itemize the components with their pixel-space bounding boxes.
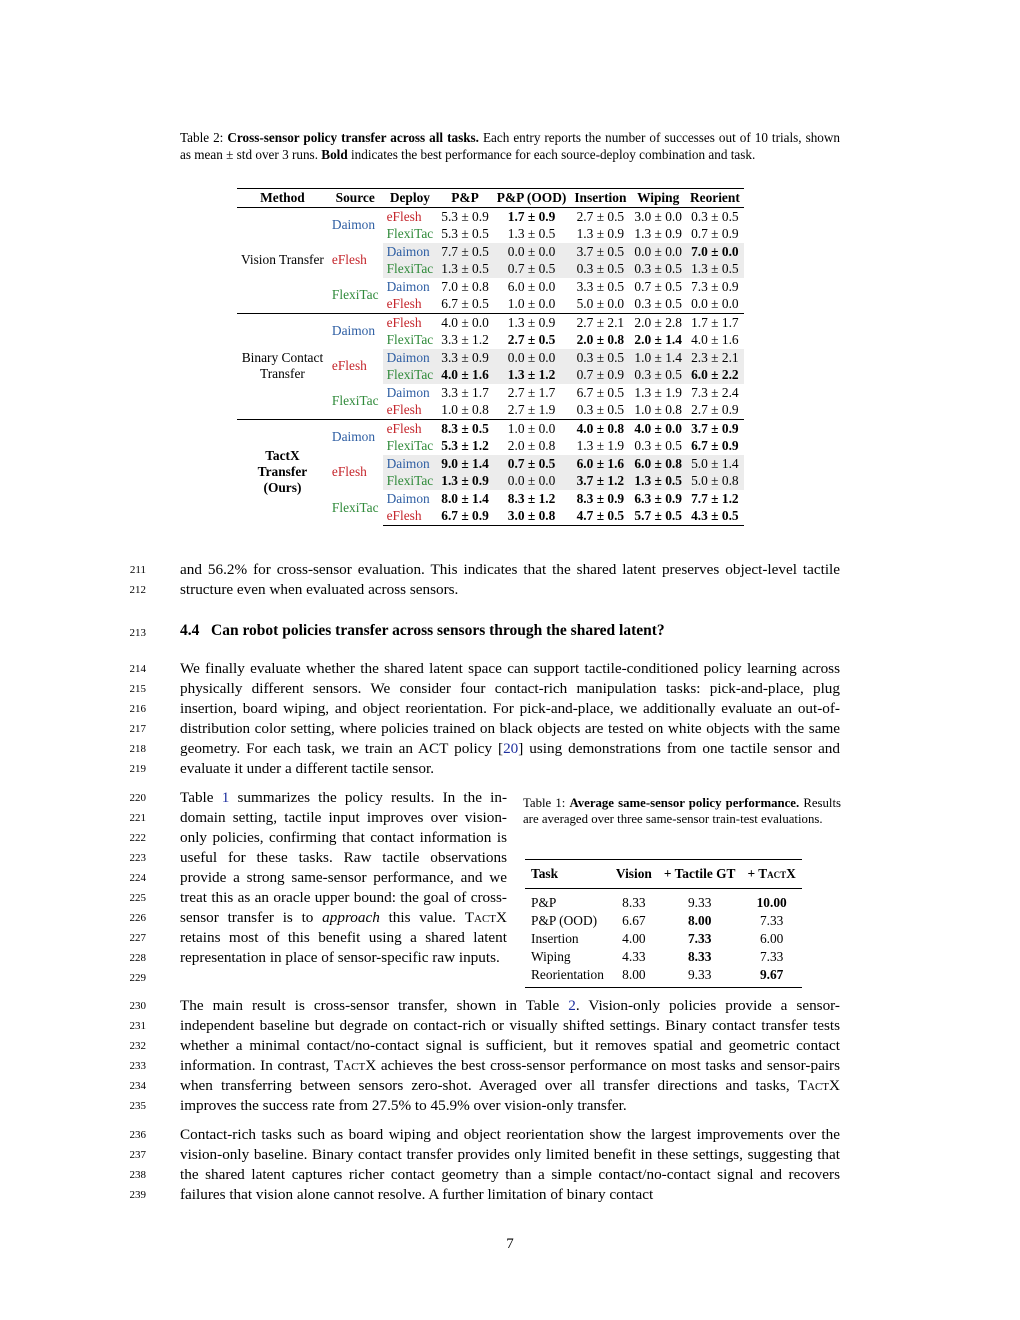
deploy-cell: FlexiTac (383, 260, 438, 278)
table-cell: 6.67 (622, 913, 646, 928)
line-number: 218 (129, 743, 146, 755)
source-cell: Daimon (331, 217, 376, 233)
table-cell: 3.7 ± 0.5 (570, 243, 630, 261)
deploy-cell: eFlesh (386, 402, 422, 417)
table-cell: 7.0 ± 0.8 (441, 278, 489, 294)
table2-caption-text-2: indicates the best performance for each source-deploy combination and task. (350, 146, 756, 162)
line-number: 230 (129, 1000, 146, 1012)
table-cell: 5.3 ± 0.5 (441, 226, 489, 241)
table-cell: 7.33 (759, 949, 784, 964)
table-cell: 8.33 (687, 949, 712, 964)
col-header: Source (328, 189, 383, 208)
table-cell: 4.7 ± 0.5 (570, 507, 630, 525)
table-cell: 8.00 (610, 966, 658, 988)
source-cell: FlexiTac (331, 499, 379, 515)
table-cell: 4.3 ± 0.5 (686, 507, 744, 525)
table-cell: 1.3 ± 1.9 (634, 384, 682, 400)
deploy-cell: Daimon (383, 349, 438, 367)
line-number: 221 (129, 812, 146, 824)
section-heading (180, 622, 665, 640)
table-cell: 9.33 (687, 895, 712, 910)
table-ref-link[interactable]: 1 (221, 789, 230, 806)
paragraph-4: The main result is cross-sensor transfer, shown in Table 2. Vision-only policies provide a sensor-independent baseline but degrade on contact-rich or visually shifted settings. Binary contact transfer tests whether a minimal contact/no-contact signal is sufficient, but it removes spatial and geometric contact information. In contrast, TactX achieves the best cross-sensor performance on most tasks and sensor-pairs when transferring between sensors zero-shot. Averaged over all transfer directions and tasks, TactX improves the success rate from 27.5% to 45.9% over vision-only transfer. (180, 997, 841, 1114)
deploy-cell: eFlesh (383, 507, 438, 525)
deploy-cell: FlexiTac (386, 332, 434, 347)
table-cell: 8.00 (687, 913, 712, 928)
deploy-cell: FlexiTac (386, 438, 434, 453)
table-cell: 2.7 ± 1.7 (507, 384, 556, 400)
table-cell: 6.0 ± 0.0 (507, 278, 556, 294)
line-number: 233 (129, 1060, 146, 1072)
paragraph-1: and 56.2% for cross-sensor evaluation. This indicates that the shared latent preserves object-level tactile structure even when evaluated across sensors. (180, 561, 840, 598)
table-cell: P&P (531, 895, 557, 910)
table-cell: 2.7 ± 0.9 (691, 402, 739, 417)
line-number: 232 (129, 1040, 146, 1052)
page-number: 7 (506, 1236, 514, 1252)
table-cell: 6.0 ± 2.2 (686, 366, 744, 384)
line-number: 212 (129, 584, 146, 596)
table-cell: 2.7 ± 2.1 (570, 313, 630, 331)
citation-link[interactable]: 20 (503, 740, 519, 757)
line-number: 226 (129, 912, 146, 924)
source-cell: Daimon (328, 419, 383, 455)
table-cell: 0.3 ± 0.5 (630, 366, 686, 384)
table-cell: 1.0 ± 0.0 (507, 296, 556, 311)
table-cell: 5.3 ± 0.9 (441, 208, 489, 224)
table-cell: 0.7 ± 0.5 (493, 260, 571, 278)
table-cell: 7.33 (687, 931, 712, 946)
deploy-cell: Daimon (386, 278, 430, 294)
line-number: 239 (129, 1189, 146, 1201)
table-cell: 6.00 (759, 931, 784, 946)
deploy-cell: FlexiTac (383, 366, 438, 384)
tactx-name: TactX (464, 909, 507, 926)
table-cell: 6.7 ± 0.9 (691, 438, 739, 453)
table-cell: 1.3 ± 0.5 (686, 260, 744, 278)
table-cell: 0.3 ± 0.5 (576, 402, 625, 417)
table-cell: 0.0 ± 0.0 (493, 472, 571, 490)
line-number: 215 (129, 683, 146, 695)
source-cell: FlexiTac (331, 393, 379, 409)
table-cell: 4.0 ± 0.8 (570, 419, 630, 437)
table-cell: 5.7 ± 0.5 (630, 507, 686, 525)
table-cell: 6.0 ± 1.6 (570, 455, 630, 473)
table2-caption-title: Cross-sensor policy transfer across all tasks. (227, 130, 479, 145)
table-cell: Reorientation (525, 966, 610, 988)
table-cell: 5.0 ± 0.8 (686, 472, 744, 490)
line-number: 237 (129, 1149, 146, 1161)
table-cell: 1.3 ± 0.9 (634, 226, 682, 241)
table-cell: 1.0 ± 1.4 (630, 349, 686, 367)
source-cell: eFlesh (331, 464, 367, 480)
paragraph-3: Table 1 summarizes the policy results. In the in-domain setting, tactile input improves over vision-only policies, confirming that contact information is useful for these tasks. Raw tactile observations provide a strong same-sensor performance, and we treat this as an oracle upper bound: the goal of cross-sensor transfer is to approach this value. TactX retains most of this benefit using a shared latent representation in place of sensor-specific raw inputs. (180, 789, 507, 966)
deploy-cell: FlexiTac (386, 226, 434, 241)
tactx-name: TactX (334, 1057, 377, 1074)
table-cell: 8.33 (622, 895, 646, 910)
table-ref-link[interactable]: 2 (568, 997, 576, 1014)
deploy-cell: Daimon (386, 490, 430, 506)
table-cell: 6.3 ± 0.9 (634, 490, 682, 506)
table-cell: 4.0 ± 0.0 (437, 313, 493, 331)
col-header: + Tactile GT (658, 860, 742, 889)
table1 (525, 859, 802, 988)
table-cell: 1.7 ± 1.7 (686, 313, 744, 331)
table-cell: 5.3 ± 1.2 (441, 438, 489, 453)
table-cell: 0.3 ± 0.5 (630, 260, 686, 278)
table-cell: 1.7 ± 0.9 (507, 208, 556, 224)
table-cell: 3.3 ± 1.7 (441, 384, 489, 400)
source-cell: FlexiTac (331, 287, 379, 303)
table-cell: 7.0 ± 0.0 (686, 243, 744, 261)
col-header: P&P (OOD) (493, 189, 571, 208)
table-cell: 2.7 ± 0.5 (507, 332, 556, 347)
table-cell: 5.0 ± 0.0 (576, 296, 625, 311)
table2-caption (180, 130, 840, 163)
table-cell: 1.3 ± 0.5 (630, 472, 686, 490)
table-cell: 9.0 ± 1.4 (437, 455, 493, 473)
table-cell: 3.3 ± 0.9 (437, 349, 493, 367)
col-header: + TactX (741, 860, 801, 889)
line-number: 227 (129, 932, 146, 944)
table-cell: 7.7 ± 0.5 (437, 243, 493, 261)
line-number: 235 (129, 1100, 146, 1112)
table-cell: 1.3 ± 0.9 (437, 472, 493, 490)
source-cell: eFlesh (331, 358, 367, 374)
line-number: 219 (129, 763, 146, 775)
paragraph-2: We finally evaluate whether the shared latent space can support tactile-conditioned policy learning across physically different sensors. We consider four contact-rich manipulation tasks: pick-and-place, plug insertion, board wiping, and object reorientation. For pick-and-place, we additionally evaluate an out-of-distribution color setting, where policies trained on black objects are tested on white objects with the same geometry. For each task, we train an ACT policy [20] using demonstrations from one tactile sensor and evaluate it under a different tactile sensor. (180, 660, 840, 777)
deploy-cell: Daimon (383, 243, 438, 261)
table-cell: 1.3 ± 0.9 (576, 226, 625, 241)
table2-caption-bold: Bold (321, 146, 348, 162)
table-cell: 0.0 ± 0.0 (630, 243, 686, 261)
table2-caption-text: Each entry reports the number of successes out of 10 trials, shown as mean ± std over 3 runs. (180, 130, 841, 162)
paragraph-5: Contact-rich tasks such as board wiping and object reorientation show the largest improvements over the vision-only baseline. Binary contact transfer provides only limited benefit in these settings, suggesting that the shared latent captures richer contact geometry than a simple contact/no-contact signal and recovers failures that vision alone cannot resolve. A further limitation of binary contact (180, 1126, 840, 1203)
line-number: 217 (129, 723, 146, 735)
table-cell: 3.3 ± 1.2 (441, 332, 489, 347)
table-cell: 8.3 ± 0.5 (437, 419, 493, 437)
table-cell: 5.0 ± 1.4 (686, 455, 744, 473)
section-number: 4.4 (180, 622, 200, 639)
table-cell: 0.3 ± 0.5 (691, 208, 739, 224)
table-cell: 1.3 ± 1.9 (576, 438, 625, 453)
table-cell: 1.3 ± 0.9 (493, 313, 571, 331)
source-cell: eFlesh (331, 252, 367, 268)
table-cell: 7.3 ± 2.4 (691, 384, 739, 400)
table-cell: 7.33 (759, 913, 784, 928)
table-cell: 3.7 ± 0.9 (686, 419, 744, 437)
table-cell: 1.3 ± 0.5 (507, 226, 556, 241)
deploy-cell: FlexiTac (383, 472, 438, 490)
table-cell: 2.7 ± 1.9 (507, 402, 556, 417)
table-cell: 2.0 ± 2.8 (630, 313, 686, 331)
table-cell: 3.3 ± 0.5 (576, 278, 625, 294)
table-cell: 1.0 ± 0.0 (493, 419, 571, 437)
table-cell: 10.00 (756, 895, 787, 910)
table-cell: 1.0 ± 0.8 (441, 402, 489, 417)
tactx-name: TactX (797, 1077, 840, 1094)
table-cell: 1.0 ± 0.8 (634, 402, 682, 417)
source-cell: Daimon (328, 313, 383, 349)
table-cell: 0.3 ± 0.5 (570, 260, 630, 278)
table-cell: 2.7 ± 0.5 (576, 208, 625, 224)
line-number: 220 (129, 792, 146, 804)
table-cell: 0.0 ± 0.0 (493, 243, 571, 261)
table-cell: 0.7 ± 0.5 (493, 455, 571, 473)
table-cell: 0.3 ± 0.5 (570, 349, 630, 367)
table-cell: 6.7 ± 0.9 (437, 507, 493, 525)
deploy-cell: eFlesh (383, 419, 438, 437)
line-number: 225 (129, 892, 146, 904)
table-cell: 0.7 ± 0.9 (570, 366, 630, 384)
table-cell: 4.0 ± 1.6 (437, 366, 493, 384)
col-header: Method (237, 189, 328, 208)
table-cell: 6.7 ± 0.5 (576, 384, 625, 400)
table-cell: 7.7 ± 1.2 (691, 490, 739, 506)
line-number: 213 (129, 627, 146, 639)
table-cell: Wiping (531, 949, 571, 964)
table-cell: 6.0 ± 0.8 (630, 455, 686, 473)
table-cell: 0.7 ± 0.9 (691, 226, 739, 241)
col-header: Insertion (570, 189, 630, 208)
line-number: 236 (129, 1129, 146, 1141)
line-number: 231 (129, 1020, 146, 1032)
table-cell: 4.00 (622, 931, 646, 946)
line-number: 222 (129, 832, 146, 844)
table-cell: 4.0 ± 1.6 (691, 332, 739, 347)
line-number: 234 (129, 1080, 146, 1092)
table-cell: 3.7 ± 1.2 (570, 472, 630, 490)
table-cell: 0.0 ± 0.0 (493, 349, 571, 367)
line-number: 238 (129, 1169, 146, 1181)
table-cell: 7.3 ± 0.9 (691, 278, 739, 294)
table2 (237, 188, 744, 526)
col-header: Deploy (383, 189, 438, 208)
table-cell: 3.0 ± 0.8 (493, 507, 571, 525)
col-header: Reorient (686, 189, 744, 208)
table-cell: 1.3 ± 0.5 (437, 260, 493, 278)
line-number: 214 (129, 663, 146, 675)
method-tactx: TactX Transfer (Ours) (237, 419, 328, 525)
line-number: 211 (129, 564, 146, 576)
table-cell: 3.0 ± 0.0 (634, 208, 682, 224)
table-cell: 9.67 (741, 966, 801, 988)
line-number: 228 (129, 952, 146, 964)
line-number: 223 (129, 852, 146, 864)
table-cell: 0.7 ± 0.5 (634, 278, 682, 294)
table-cell: 8.3 ± 1.2 (507, 490, 556, 506)
table-cell: 8.3 ± 0.9 (576, 490, 625, 506)
col-header: Wiping (630, 189, 686, 208)
deploy-cell: Daimon (383, 455, 438, 473)
table-cell: 6.7 ± 0.5 (441, 296, 489, 311)
line-number: 229 (129, 972, 146, 984)
table-cell: 0.3 ± 0.5 (634, 438, 682, 453)
table2-caption-label: Table 2: (180, 130, 224, 145)
table-cell: 2.0 ± 0.8 (576, 332, 625, 347)
table1-caption: Table 1: Average same-sensor policy performance. Results are averaged over three same-sensor train-test evaluations. (523, 796, 842, 827)
table-cell: 8.0 ± 1.4 (441, 490, 489, 506)
deploy-cell: eFlesh (386, 208, 422, 224)
table-cell: P&P (OOD) (531, 913, 598, 928)
method-binary: Binary Contact Transfer (237, 313, 328, 419)
table-cell: 2.0 ± 0.8 (507, 438, 556, 453)
table-cell: Insertion (531, 931, 579, 946)
col-header: Task (525, 860, 610, 889)
table-cell: 2.0 ± 1.4 (634, 332, 682, 347)
section-title: Can robot policies transfer across sensors through the shared latent? (211, 622, 665, 639)
table-cell: 1.3 ± 1.2 (493, 366, 571, 384)
col-header: Vision (610, 860, 658, 889)
table-cell: 9.33 (658, 966, 742, 988)
line-number: 216 (129, 703, 146, 715)
col-header: P&P (437, 189, 493, 208)
deploy-cell: eFlesh (383, 313, 438, 331)
table-cell: 0.0 ± 0.0 (691, 296, 739, 311)
deploy-cell: eFlesh (386, 296, 422, 311)
table-cell: 2.3 ± 2.1 (686, 349, 744, 367)
line-number: 224 (129, 872, 146, 884)
deploy-cell: Daimon (386, 384, 430, 400)
table-cell: 0.3 ± 0.5 (634, 296, 682, 311)
table-cell: 4.33 (622, 949, 646, 964)
table-cell: 4.0 ± 0.0 (630, 419, 686, 437)
method-vision: Vision Transfer (241, 252, 324, 267)
